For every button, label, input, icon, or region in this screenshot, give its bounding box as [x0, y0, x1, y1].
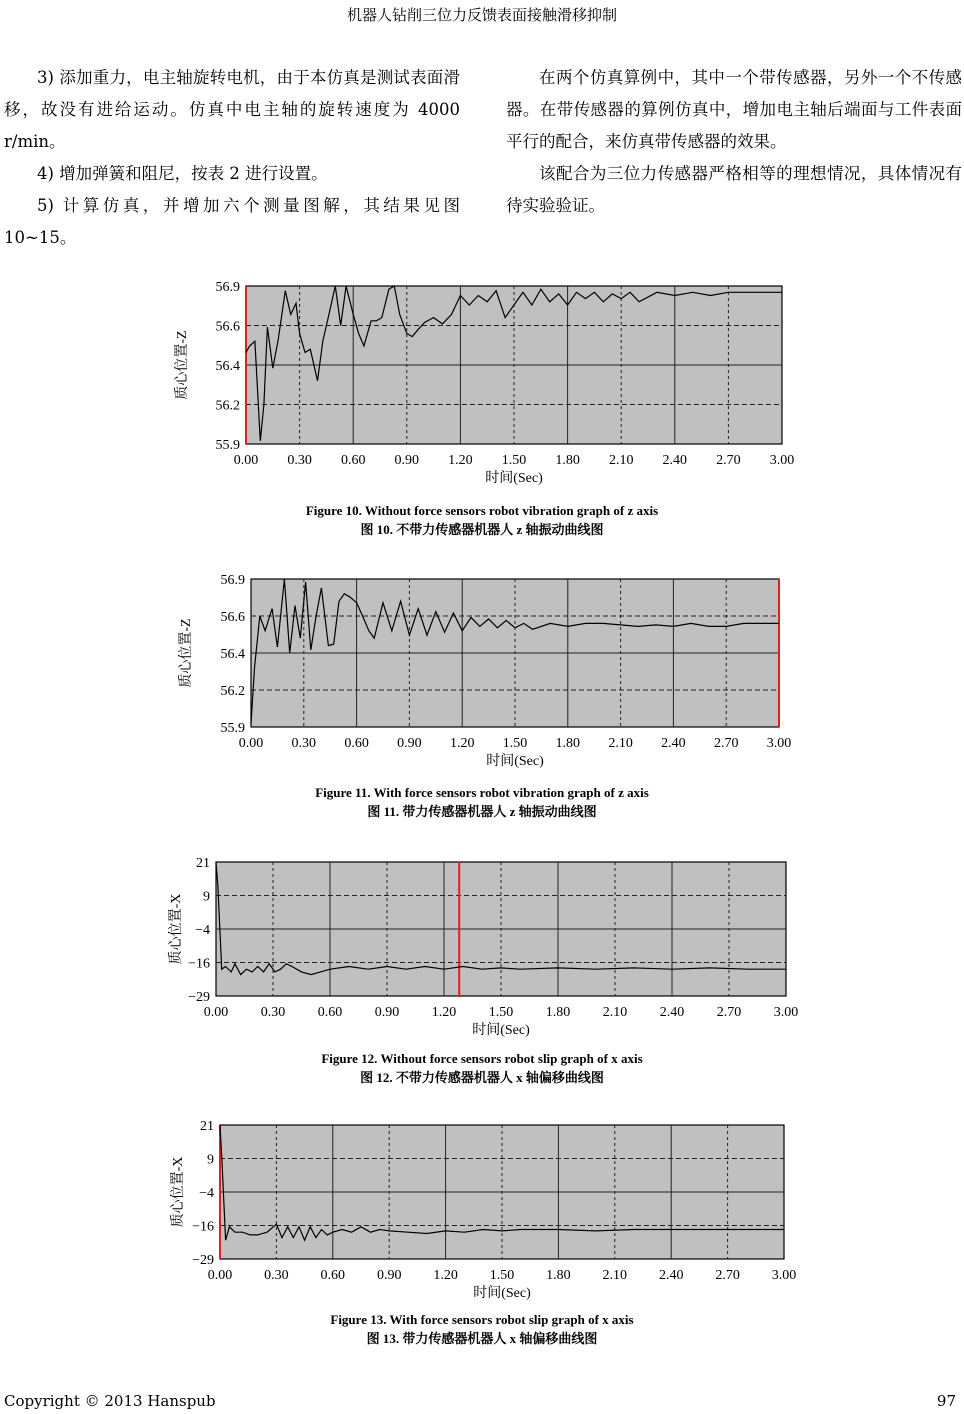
copyright-footer: Copyright © 2013 Hanspub	[4, 1392, 216, 1410]
x-tick-label: 3.00	[771, 1268, 797, 1283]
paragraph: 在两个仿真算例中，其中一个带传感器，另外一个不传感器。在带传感器的算例仿真中，增加电主轴后端面与工件表面平行的配合，来仿真带传感器的效果。	[506, 68, 962, 151]
x-tick-label: 2.70	[716, 453, 741, 468]
x-tick-label: 1.20	[433, 1268, 458, 1283]
x-tick-label: 1.20	[449, 736, 475, 751]
x-tick-label: 1.50	[488, 1005, 514, 1020]
x-tick-label: 0.60	[320, 1268, 346, 1283]
x-tick-label: 0.60	[344, 736, 369, 751]
x-tick-label: 0.90	[394, 453, 420, 468]
y-tick-label: 55.9	[215, 438, 240, 453]
x-tick-label: 1.20	[431, 1005, 457, 1020]
x-tick-label: 0.60	[340, 453, 366, 468]
x-axis-label: 时间(Sec)	[473, 1286, 531, 1301]
x-tick-label: 2.40	[662, 453, 688, 468]
x-tick-label: 2.40	[659, 1005, 685, 1020]
x-tick-label: 0.30	[291, 736, 317, 751]
x-tick-label: 0.00	[203, 1005, 229, 1020]
y-axis-label: 质心位置-Z	[175, 330, 190, 400]
y-tick-label: 21	[200, 1119, 214, 1134]
x-axis-label: 时间(Sec)	[472, 1023, 530, 1038]
figure-caption-zh: 图 11. 带力传感器机器人 z 轴振动曲线图	[367, 804, 597, 819]
y-tick-label: 56.6	[220, 610, 245, 625]
figure-caption-zh: 图 10. 不带力传感器机器人 z 轴振动曲线图	[360, 522, 604, 537]
figure-caption-zh: 图 12. 不带力传感器机器人 x 轴偏移曲线图	[360, 1070, 604, 1085]
x-axis-label: 时间(Sec)	[486, 754, 544, 769]
page-number: 97	[936, 1392, 956, 1410]
y-tick-label: 56.4	[215, 359, 240, 374]
y-tick-label: 56.2	[215, 398, 240, 414]
x-tick-label: 0.90	[397, 736, 422, 751]
x-tick-label: 2.70	[713, 736, 739, 751]
y-tick-label: 21	[196, 856, 210, 871]
x-tick-label: 3.00	[773, 1005, 799, 1020]
y-axis-label: 质心位置-X	[171, 1156, 186, 1228]
y-tick-label: 55.9	[220, 721, 245, 736]
x-tick-label: 2.70	[715, 1268, 740, 1283]
y-tick-label: 56.9	[220, 573, 245, 588]
x-tick-label: 0.00	[238, 736, 264, 751]
x-tick-label: 2.40	[661, 736, 686, 751]
y-axis-label: 质心位置-Z	[179, 618, 194, 688]
paragraph: 5) 计算仿真，并增加六个测量图解，其结果见图 10~15。	[4, 196, 460, 247]
y-tick-label: −29	[192, 1253, 214, 1268]
x-tick-label: 1.50	[501, 453, 527, 468]
y-axis-label: 质心位置-X	[169, 893, 184, 965]
figure-caption-en: Figure 10. Without force sensors robot vibration graph of z axis	[305, 503, 659, 518]
x-tick-label: 2.40	[658, 1268, 684, 1283]
x-tick-label: 1.80	[546, 1268, 571, 1283]
x-tick-label: 2.10	[602, 1005, 628, 1020]
y-tick-label: 56.6	[215, 319, 240, 335]
x-tick-label: 0.90	[376, 1268, 402, 1283]
x-tick-label: 2.70	[716, 1005, 742, 1020]
x-axis-label: 时间(Sec)	[485, 471, 543, 486]
paragraph: 该配合为三位力传感器严格相等的理想情况，具体情况有待实验验证。	[506, 164, 962, 215]
y-tick-label: 9	[203, 889, 210, 905]
x-tick-label: 1.80	[545, 1005, 571, 1020]
y-tick-label: −4	[195, 923, 210, 938]
figure-11	[0, 565, 964, 827]
x-tick-label: 0.00	[233, 453, 259, 468]
right-text-column	[506, 62, 962, 222]
y-tick-label: −16	[188, 956, 210, 972]
x-tick-label: 0.60	[317, 1005, 343, 1020]
figure-caption-en: Figure 11. With force sensors robot vibration graph of z axis	[315, 785, 649, 800]
y-tick-label: 56.2	[220, 684, 245, 699]
x-tick-label: 0.30	[260, 1005, 286, 1020]
running-header: 机器人钻削三位力反馈表面接触滑移抑制	[346, 6, 617, 24]
figure-10	[0, 270, 964, 545]
y-tick-label: 56.4	[220, 647, 245, 662]
figure-12	[0, 850, 964, 1095]
x-tick-label: 1.80	[555, 453, 580, 468]
y-tick-label: 9	[207, 1152, 214, 1168]
x-tick-label: 1.20	[448, 453, 473, 468]
paragraph: 3) 添加重力，电主轴旋转电机，由于本仿真是测试表面滑移，故没有进给运动。仿真中电主轴的旋转速度为 4000 r/min。	[4, 68, 460, 151]
y-tick-label: −16	[192, 1219, 214, 1235]
x-tick-label: 1.50	[489, 1268, 515, 1283]
figure-caption-en: Figure 13. With force sensors robot slip graph of x axis	[330, 1312, 634, 1327]
x-tick-label: 3.00	[766, 736, 792, 751]
x-tick-label: 2.10	[602, 1268, 628, 1283]
x-tick-label: 0.00	[207, 1268, 233, 1283]
figure-caption-en: Figure 12. Without force sensors robot slip graph of x axis	[321, 1051, 643, 1066]
left-text-column	[4, 62, 460, 254]
x-tick-label: 1.50	[502, 736, 528, 751]
y-tick-label: −4	[199, 1186, 214, 1201]
y-tick-label: −29	[188, 990, 210, 1005]
x-tick-label: 0.30	[287, 453, 312, 468]
x-tick-label: 0.90	[374, 1005, 400, 1020]
figure-caption-zh: 图 13. 带力传感器机器人 x 轴偏移曲线图	[366, 1331, 598, 1346]
x-tick-label: 2.10	[608, 453, 634, 468]
figure-13	[0, 1115, 964, 1360]
x-tick-label: 0.30	[264, 1268, 289, 1283]
x-tick-label: 2.10	[608, 736, 633, 751]
x-tick-label: 3.00	[769, 453, 795, 468]
x-tick-label: 1.80	[555, 736, 581, 751]
paragraph: 4) 增加弹簧和阻尼，按表 2 进行设置。	[37, 164, 328, 183]
y-tick-label: 56.9	[215, 280, 240, 295]
